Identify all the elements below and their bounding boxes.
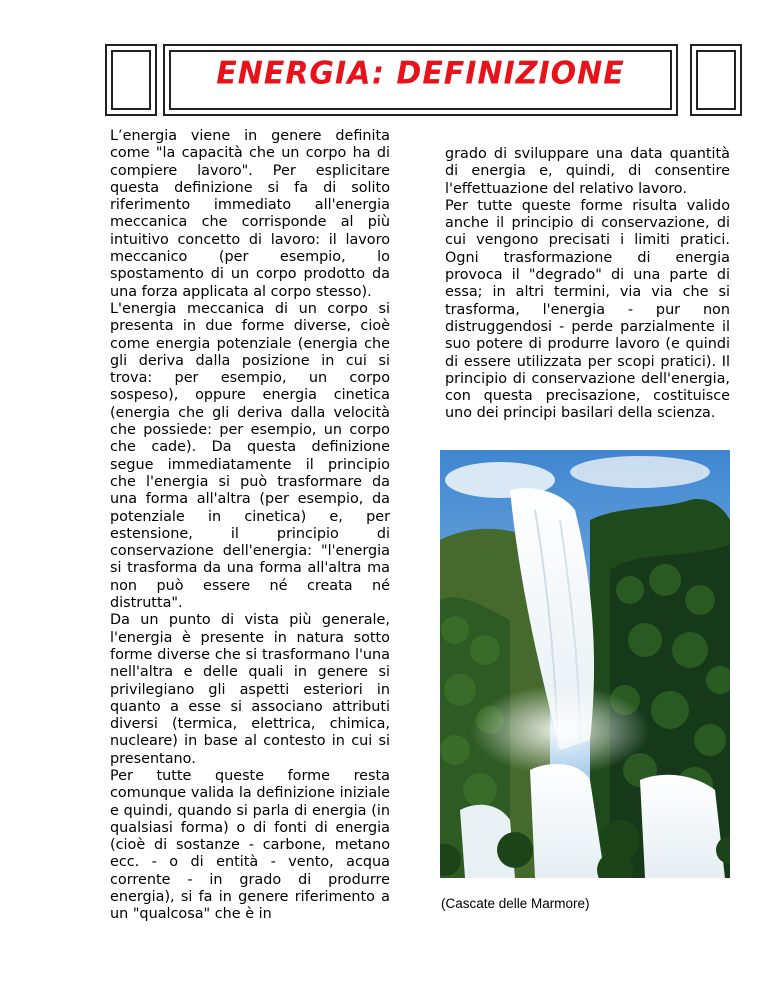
paragraph: Per tutte queste forme risulta valido anche il principio di conservazione, di cui vengono precisati i limiti pratici. Ogni trasformazione di energia provoca il "degrado" di una parte di essa; in altri termini, via via che si trasforma, l'energia - pur non distruggendosi - perde parzialmente il suo potere di produrre lavoro (e quindi di essere utilizzata per scopi pratici). Il principio di conservazione dell'energia, con questa precisazione, costituisce uno dei principi basilari della scienza. <box>445 197 730 422</box>
waterfall-photo <box>440 450 730 878</box>
header-left-box <box>105 44 157 116</box>
paragraph: grado di sviluppare una data quantità di energia e, quindi, di consentire l'effettuazione del relativo lavoro. <box>445 146 730 197</box>
photo-caption: (Cascate delle Marmore) <box>441 896 590 911</box>
paragraph: Da un punto di vista più generale, l'energia è presente in natura sotto forme diverse che si trasformano l'una nell'altra e delle quali in genere si privilegiano gli aspetti esteriori in quanto a esse si associano attributi diversi (termica, elettrica, chimica, nucleare) in base al contesto in cui si presentano. <box>110 612 390 767</box>
paragraph: Per tutte queste forme resta comunque valida la definizione iniziale e quindi, quando si parla di energia (in qualsiasi forma) o di fonti di energia (cioè di sostanze - carbone, metano ecc. - o di entità - vento, acqua corrente - in grado di produrre energia), si fa in genere riferimento a un "qualcosa" che è in <box>110 767 390 923</box>
header-title-box <box>163 44 678 116</box>
paragraph: L'energia meccanica di un corpo si presenta in due forme diverse, cioè come energia potenziale (energia che gli deriva dalla posizione in cui si trova: per esempio, un corpo sospeso), oppure energia cinetica (energia che gli deriva dalla velocità che possiede: per esempio, un corpo che cade). Da questa definizione segue immediatamente il principio che l'energia si può trasformare da una forma all'altra (per esempio, da potenziale in cinetica) e, per estensione, il principio di conservazione dell'energia: "l'energia si trasforma da una forma all'altra ma non può essere né creata né distrutta". <box>110 300 390 612</box>
left-column <box>110 128 390 924</box>
right-column <box>445 146 730 423</box>
paragraph: L’energia viene in genere definita come "la capacità che un corpo ha di compiere lavoro". Per esplicitare questa definizione si fa di solito riferimento immediato all'energia meccanica che corrisponde al più intuitivo concetto di lavoro: il lavoro meccanico (per esempio, lo spostamento di un corpo prodotto da una forza applicata al corpo stesso). <box>110 128 390 300</box>
header-right-box <box>690 44 742 116</box>
page-title: ENERGIA: DEFINIZIONE <box>216 55 625 92</box>
